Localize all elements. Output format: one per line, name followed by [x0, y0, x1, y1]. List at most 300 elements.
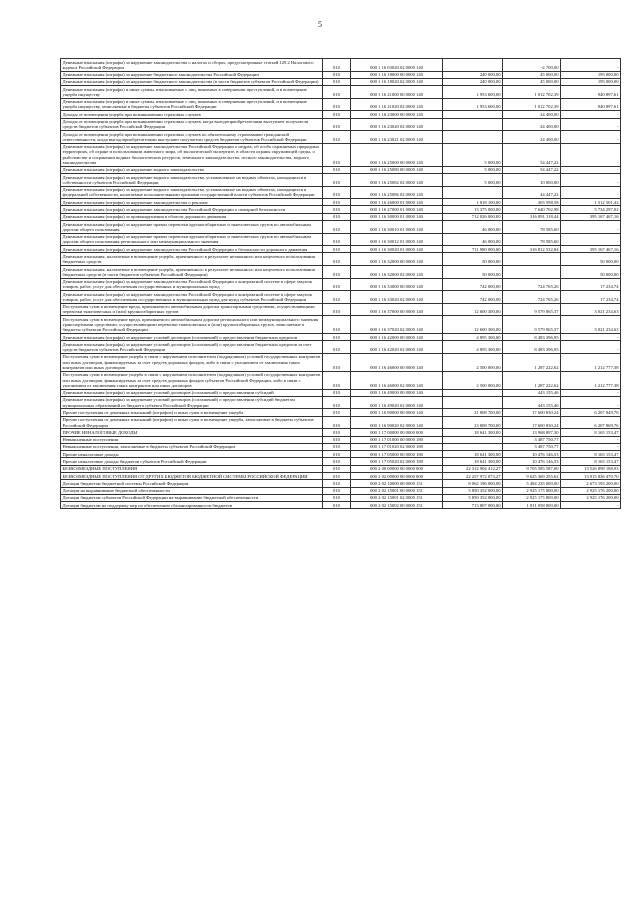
- row-approved-amount: [443, 118, 503, 131]
- row-executed-amount: 10 000,00: [503, 174, 561, 187]
- row-executed-amount: 45 000,00: [503, 78, 561, 85]
- row-unexecuted-amount: -: [561, 502, 621, 509]
- row-executed-amount: 8 483 396,95: [503, 334, 561, 341]
- row-executed-amount: 9 625 369 255,62: [503, 473, 561, 480]
- row-name: Доходы от возмещения ущерба при возникновении страховых случаев по обязательному страхованию гражданской ответственности, когда выгодоприобретателями выступают получатели средств бюджетов субъектов Российской Федерации: [61, 131, 323, 144]
- table-row: [61, 409, 621, 416]
- row-name: Денежные взыскания (штрафы) за правонарушения в области дорожного движения: [61, 213, 323, 220]
- table-row: [61, 143, 621, 166]
- row-admin-code: 010: [323, 409, 351, 416]
- row-name: Денежные взыскания (штрафы) за нарушение законодательства о налогах и сборах, предусмотренные статьей 129.2 Налогового кодекса Российской Федерации: [61, 59, 323, 72]
- table-row: [61, 174, 621, 187]
- row-classification-code: 000 1 16 49020 02 0000 140: [351, 396, 443, 409]
- row-admin-code: 010: [323, 371, 351, 389]
- row-executed-amount: 3 487 750,77: [503, 443, 561, 450]
- row-unexecuted-amount: -: [561, 166, 621, 173]
- row-name: Денежные взыскания (штрафы) и иные суммы, взыскиваемые с лиц, виновных в совершении преступлений, и в возмещение ущерба имуществу, зачисляемые в бюджеты субъектов Российской Федерации: [61, 98, 323, 111]
- row-unexecuted-amount: -: [561, 389, 621, 396]
- row-classification-code: 000 1 16 18020 02 0000 140: [351, 78, 443, 85]
- row-unexecuted-amount: -: [561, 443, 621, 450]
- budget-revenue-table: [60, 58, 621, 509]
- table-row: [61, 334, 621, 341]
- row-executed-amount: 17 600 830,24: [503, 416, 561, 429]
- row-approved-amount: 21 808 700,00: [443, 409, 503, 416]
- row-approved-amount: 13 375 000,00: [443, 206, 503, 213]
- row-classification-code: 000 1 17 01020 02 0000 180: [351, 443, 443, 450]
- row-admin-code: 010: [323, 253, 351, 266]
- row-unexecuted-amount: 13 915 836 470,70: [561, 473, 621, 480]
- row-executed-amount: 724 765,26: [503, 278, 561, 291]
- row-classification-code: 000 1 16 23000 00 0000 140: [351, 111, 443, 118]
- row-approved-amount: 5 850 352 000,00: [443, 494, 503, 501]
- row-admin-code: 010: [323, 233, 351, 246]
- row-executed-amount: 443 155,46: [503, 389, 561, 396]
- table-row: [61, 429, 621, 436]
- row-executed-amount: 78 585,60: [503, 221, 561, 234]
- row-classification-code: 000 2 02 15002 00 0000 151: [351, 502, 443, 509]
- row-name: БЕЗВОЗМЕЗДНЫЕ ПОСТУПЛЕНИЯ: [61, 465, 323, 472]
- row-approved-amount: 4 895 300,00: [443, 341, 503, 354]
- row-admin-code: 010: [323, 59, 351, 72]
- row-approved-amount: 2 500 000,00: [443, 371, 503, 389]
- row-approved-amount: 713 807 000,00: [443, 502, 503, 509]
- row-executed-amount: [503, 266, 561, 279]
- row-executed-amount: 8 483 396,95: [503, 341, 561, 354]
- row-unexecuted-amount: -: [561, 221, 621, 234]
- row-admin-code: 010: [323, 86, 351, 99]
- row-approved-amount: 22 312 904 412,27: [443, 465, 503, 472]
- row-classification-code: 000 1 16 25086 02 0000 140: [351, 186, 443, 199]
- row-name: Денежные взыскания (штрафы) за нарушение законодательства о рекламе: [61, 199, 323, 206]
- row-admin-code: 010: [323, 334, 351, 341]
- row-classification-code: 000 1 16 21020 02 0000 140: [351, 98, 443, 111]
- row-name: Денежные взыскания (штрафы) за нарушение условий договоров (соглашений) о предоставлении субсидий: [61, 389, 323, 396]
- row-classification-code: 000 1 16 49000 00 0000 140: [351, 389, 443, 396]
- row-approved-amount: [443, 389, 503, 396]
- table-row: [61, 451, 621, 458]
- row-executed-amount: 44 447,22: [503, 186, 561, 199]
- row-approved-amount: 12 600 300,00: [443, 303, 503, 316]
- row-approved-amount: [443, 131, 503, 144]
- row-unexecuted-amount: -: [561, 341, 621, 354]
- row-approved-amount: 711 980 000,00: [443, 246, 503, 253]
- row-unexecuted-amount: -: [561, 186, 621, 199]
- row-name: Денежные взыскания (штрафы) за нарушение законодательства Российской Федерации о контрактной системе в сфере закупок товаров, работ, услуг для обеспечения государственных и муниципальных нужд: [61, 278, 323, 291]
- row-admin-code: 010: [323, 341, 351, 354]
- row-approved-amount: [443, 396, 503, 409]
- row-unexecuted-amount: -: [561, 233, 621, 246]
- row-executed-amount: 1 287 222,62: [503, 371, 561, 389]
- row-unexecuted-amount: 8 165 153,47: [561, 429, 621, 436]
- row-admin-code: 010: [323, 111, 351, 118]
- table-row: [61, 303, 621, 316]
- row-classification-code: 000 1 16 25082 02 0000 140: [351, 174, 443, 187]
- table-row: [61, 494, 621, 501]
- row-admin-code: 010: [323, 278, 351, 291]
- table-row: [61, 266, 621, 279]
- row-unexecuted-amount: 195 000,00: [561, 71, 621, 78]
- row-admin-code: 010: [323, 353, 351, 371]
- row-name: Денежные взыскания (штрафы) за нарушение законодательства Российской Федерации о пожарной безопасности: [61, 206, 323, 213]
- row-classification-code: 000 1 17 01000 00 0000 180: [351, 436, 443, 443]
- table-row: [61, 480, 621, 487]
- row-unexecuted-amount: 5 734 297,02: [561, 206, 621, 213]
- table-row: [61, 458, 621, 465]
- table-row: [61, 396, 621, 409]
- row-admin-code: 010: [323, 443, 351, 450]
- row-name: Денежные взыскания (штрафы) за нарушение законодательства Российской Федерации о безопасности дорожного движения: [61, 246, 323, 253]
- row-classification-code: 000 1 16 90000 00 0000 140: [351, 409, 443, 416]
- row-unexecuted-amount: -: [561, 118, 621, 131]
- row-admin-code: 010: [323, 465, 351, 472]
- table-row: [61, 389, 621, 396]
- row-name: Денежные взыскания (штрафы) за нарушение законодательства Российской Федерации о контрактной системе в сфере закупок товаров, работ, услуг для обеспечения государственных и муниципальных нужд для нужд субъектов Российской Федерации: [61, 291, 323, 304]
- row-unexecuted-amount: 940 897,61: [561, 98, 621, 111]
- row-admin-code: 010: [323, 78, 351, 85]
- row-classification-code: 000 1 17 05000 00 0000 180: [351, 451, 443, 458]
- row-admin-code: 010: [323, 213, 351, 220]
- row-unexecuted-amount: -: [561, 396, 621, 409]
- row-admin-code: 010: [323, 131, 351, 144]
- row-classification-code: 000 1 16 37000 00 0000 140: [351, 303, 443, 316]
- table-row: [61, 353, 621, 371]
- row-approved-amount: 1 953 600,00: [443, 98, 503, 111]
- table-row: [61, 71, 621, 78]
- row-name: Денежные взыскания (штрафы) за нарушение водного законодательства, установленное на водных объектах, находящихся в федеральной собственности, налагаемые исполнительными органами государственной власти субъектов Российской Федерации: [61, 186, 323, 199]
- row-approved-amount: [443, 186, 503, 199]
- row-admin-code: 010: [323, 98, 351, 111]
- row-name: Денежные взыскания (штрафы) за нарушение водного законодательства: [61, 166, 323, 173]
- row-executed-amount: 9 579 065,37: [503, 316, 561, 334]
- table-row: [61, 86, 621, 99]
- row-name: Денежные взыскания (штрафы) за нарушение правил перевозки крупногабаритных и тяжеловесных грузов по автомобильным дорогам общего пользования регионального или межмуниципального значения: [61, 233, 323, 246]
- row-approved-amount: 46 000,00: [443, 233, 503, 246]
- table-row: [61, 416, 621, 429]
- row-classification-code: 000 1 16 30010 01 0000 140: [351, 221, 443, 234]
- row-approved-amount: 5 000,00: [443, 143, 503, 166]
- row-unexecuted-amount: 1 212 777,38: [561, 371, 621, 389]
- table-row: [61, 221, 621, 234]
- row-executed-amount: 10 476 146,53: [503, 458, 561, 465]
- row-admin-code: 010: [323, 429, 351, 436]
- row-executed-amount: 24 400,00: [503, 111, 561, 118]
- row-executed-amount: [503, 253, 561, 266]
- row-name: Невыясненные поступления, зачисляемые в бюджеты субъектов Российской Федерации: [61, 443, 323, 450]
- table-row: [61, 246, 621, 253]
- row-executed-amount: 1 811 058 000,00: [503, 502, 561, 509]
- row-name: БЕЗВОЗМЕЗДНЫЕ ПОСТУПЛЕНИЯ ОТ ДРУГИХ БЮДЖЕТОВ БЮДЖЕТНОЙ СИСТЕМЫ РОССИЙСКОЙ ФЕДЕРАЦИИ: [61, 473, 323, 480]
- row-admin-code: 010: [323, 206, 351, 213]
- row-name: Дотации бюджетам бюджетной системы Российской Федерации: [61, 480, 323, 487]
- row-classification-code: 000 1 16 37020 02 0000 140: [351, 316, 443, 334]
- row-unexecuted-amount: -: [561, 334, 621, 341]
- row-admin-code: 010: [323, 303, 351, 316]
- row-executed-amount: -2 700,00: [503, 59, 561, 72]
- row-unexecuted-amount: 3 021 234,63: [561, 303, 621, 316]
- table-row: [61, 206, 621, 213]
- row-approved-amount: 240 000,00: [443, 78, 503, 85]
- row-unexecuted-amount: 13 526 898 188,93: [561, 465, 621, 472]
- row-classification-code: 000 1 16 42000 00 0000 140: [351, 334, 443, 341]
- row-admin-code: 010: [323, 266, 351, 279]
- row-admin-code: 010: [323, 502, 351, 509]
- row-admin-code: 010: [323, 166, 351, 173]
- row-name: Доходы от возмещения ущерба при возникновении страховых случаев: [61, 111, 323, 118]
- row-admin-code: 010: [323, 494, 351, 501]
- row-classification-code: 000 1 16 90020 02 0000 140: [351, 416, 443, 429]
- row-name: Невыясненные поступления: [61, 436, 323, 443]
- row-executed-amount: 724 765,26: [503, 291, 561, 304]
- row-unexecuted-amount: 1 512 501,42: [561, 199, 621, 206]
- row-classification-code: 000 1 16 42020 02 0000 140: [351, 341, 443, 354]
- table-row: [61, 233, 621, 246]
- table-row: [61, 465, 621, 472]
- row-executed-amount: 24 400,00: [503, 118, 561, 131]
- row-unexecuted-amount: -: [561, 174, 621, 187]
- row-executed-amount: 17 600 830,24: [503, 409, 561, 416]
- row-executed-amount: 443 155,46: [503, 396, 561, 409]
- row-approved-amount: 50 000,00: [443, 266, 503, 279]
- row-name: Денежные взыскания (штрафы) за нарушение условий договоров (соглашений) о предоставлении бюджетных кредитов за счет средств бюджетов субъектов Российской Федерации: [61, 341, 323, 354]
- row-classification-code: 000 1 16 25000 00 0000 140: [351, 143, 443, 166]
- row-approved-amount: 22 257 972 073,27: [443, 473, 503, 480]
- row-executed-amount: 54 447,22: [503, 166, 561, 173]
- row-approved-amount: 46 000,00: [443, 221, 503, 234]
- row-name: Денежные взыскания, налагаемые в возмещение ущерба, причиненного в результате незаконного или нецелевого использования бюджетных средств (в части бюджетов субъектов Российской Федерации): [61, 266, 323, 279]
- row-unexecuted-amount: -: [561, 131, 621, 144]
- row-name: Прочие неналоговые доходы: [61, 451, 323, 458]
- row-approved-amount: 8 062 196 000,00: [443, 480, 503, 487]
- table-body: [61, 59, 621, 509]
- row-classification-code: 000 2 00 00000 00 0000 000: [351, 465, 443, 472]
- row-approved-amount: 5 850 352 000,00: [443, 487, 503, 494]
- row-classification-code: 000 1 16 25080 00 0000 140: [351, 166, 443, 173]
- row-unexecuted-amount: 8 165 153,47: [561, 451, 621, 458]
- row-name: Доходы от возмещения ущерба при возникновении страховых случаев, когда выгодоприобретателями выступают получатели средств бюджетов субъектов Российской Федерации: [61, 118, 323, 131]
- row-admin-code: 010: [323, 436, 351, 443]
- row-classification-code: 000 1 16 21000 00 0000 140: [351, 86, 443, 99]
- row-classification-code: 000 1 16 33020 02 0000 140: [351, 291, 443, 304]
- row-executed-amount: 7 640 702,98: [503, 206, 561, 213]
- row-approved-amount: 712 026 000,00: [443, 213, 503, 220]
- row-admin-code: 010: [323, 396, 351, 409]
- row-name: Денежные взыскания (штрафы) за нарушение законодательства Российской Федерации о недрах, об особо охраняемых природных территориях, об охране и использовании животного мира, об экологической экспертизе, в области охраны окружающей среды, о рыболовстве и сохранении водных биологических ресурсов, земельного законодательства, лесного законодательства, водного законодательства: [61, 143, 323, 166]
- row-name: Дотации на выравнивание бюджетной обеспеченности: [61, 487, 323, 494]
- row-executed-amount: 5 484 235 000,00: [503, 480, 561, 487]
- row-name: Прочие поступления от денежных взысканий (штрафов) и иных сумм в возмещение ущерба, зачисляемые в бюджеты субъектов Российской Федерации: [61, 416, 323, 429]
- row-approved-amount: 4 895 300,00: [443, 334, 503, 341]
- row-classification-code: 000 1 16 18000 00 0000 140: [351, 71, 443, 78]
- row-classification-code: 000 2 02 15001 00 0000 151: [351, 487, 443, 494]
- row-approved-amount: 240 000,00: [443, 71, 503, 78]
- row-unexecuted-amount: 940 897,61: [561, 86, 621, 99]
- row-admin-code: 010: [323, 458, 351, 465]
- row-admin-code: 010: [323, 416, 351, 429]
- row-unexecuted-amount: 2 925 176 200,00: [561, 494, 621, 501]
- row-executed-amount: 54 447,22: [503, 143, 561, 166]
- row-approved-amount: [443, 59, 503, 72]
- row-approved-amount: 23 808 700,00: [443, 416, 503, 429]
- row-admin-code: 010: [323, 186, 351, 199]
- row-unexecuted-amount: 395 167 467,16: [561, 213, 621, 220]
- row-name: Денежные взыскания, налагаемые в возмещение ущерба, причиненного в результате незаконного или нецелевого использования бюджетных средств: [61, 253, 323, 266]
- row-name: Денежные взыскания (штрафы) за нарушение правил перевозки крупногабаритных и тяжеловесных грузов по автомобильным дорогам общего пользования: [61, 221, 323, 234]
- row-classification-code: 000 1 16 23020 02 0000 140: [351, 118, 443, 131]
- row-executed-amount: 9 579 065,37: [503, 303, 561, 316]
- row-executed-amount: 9 705 585 587,00: [503, 465, 561, 472]
- row-executed-amount: 316 891 118,44: [503, 213, 561, 220]
- row-approved-amount: 2 500 000,00: [443, 353, 503, 371]
- row-unexecuted-amount: 6 207 849,76: [561, 409, 621, 416]
- row-classification-code: 000 1 16 32000 00 0000 140: [351, 253, 443, 266]
- page-number: 5: [318, 20, 322, 29]
- row-executed-amount: 305 598,58: [503, 199, 561, 206]
- row-admin-code: 010: [323, 487, 351, 494]
- table-row: [61, 291, 621, 304]
- row-executed-amount: 1 287 222,62: [503, 353, 561, 371]
- row-approved-amount: [443, 436, 503, 443]
- row-classification-code: 000 1 16 26000 01 0000 140: [351, 199, 443, 206]
- row-executed-amount: 316 812 532,84: [503, 246, 561, 253]
- row-unexecuted-amount: 17 234,74: [561, 291, 621, 304]
- table-row: [61, 199, 621, 206]
- row-classification-code: 000 1 16 30020 01 0000 140: [351, 246, 443, 253]
- table-row: [61, 436, 621, 443]
- row-classification-code: 000 1 16 03020 02 0000 140: [351, 59, 443, 72]
- table-row: [61, 371, 621, 389]
- row-classification-code: 000 1 16 23021 02 0000 140: [351, 131, 443, 144]
- row-executed-amount: 78 585,60: [503, 233, 561, 246]
- row-unexecuted-amount: -: [561, 436, 621, 443]
- table-row: [61, 186, 621, 199]
- row-unexecuted-amount: 17 234,74: [561, 278, 621, 291]
- table-row: [61, 253, 621, 266]
- table-row: [61, 131, 621, 144]
- row-classification-code: 000 2 02 15001 02 0000 151: [351, 494, 443, 501]
- row-name: Денежные взыскания (штрафы) за нарушение бюджетного законодательства (в части бюджетов субъектов Российской Федерации): [61, 78, 323, 85]
- row-name: ПРОЧИЕ НЕНАЛОГОВЫЕ ДОХОДЫ: [61, 429, 323, 436]
- table-row: [61, 213, 621, 220]
- row-name: Денежные взыскания (штрафы) за нарушение водного законодательства, установленное на водных объектах, находящихся в собственности субъектов Российской Федерации: [61, 174, 323, 187]
- row-name: Дотации бюджетам субъектов Российской Федерации на выравнивание бюджетной обеспеченности: [61, 494, 323, 501]
- row-executed-amount: 3 487 750,77: [503, 436, 561, 443]
- row-admin-code: 010: [323, 199, 351, 206]
- table-row: [61, 278, 621, 291]
- row-name: Денежные взыскания (штрафы) за нарушение условий договоров (соглашений) о предоставлении субсидий бюджетам муниципальных образований из бюджета субъекта Российской Федерации: [61, 396, 323, 409]
- row-approved-amount: 742 000,00: [443, 291, 503, 304]
- row-executed-amount: 1 012 702,39: [503, 86, 561, 99]
- table-row: [61, 316, 621, 334]
- row-admin-code: 010: [323, 291, 351, 304]
- row-name: Денежные взыскания (штрафы) за нарушение условий договоров (соглашений) о предоставлении бюджетных кредитов: [61, 334, 323, 341]
- row-admin-code: 010: [323, 221, 351, 234]
- row-admin-code: 010: [323, 71, 351, 78]
- row-unexecuted-amount: 6 207 869,76: [561, 416, 621, 429]
- row-approved-amount: 18 641 300,00: [443, 458, 503, 465]
- row-name: Поступления сумм в возмещение вреда, причиняемого автомобильным дорогам транспортными средствами, осуществляющими перевозки тяжеловесных и (или) крупногабаритных грузов: [61, 303, 323, 316]
- row-classification-code: 000 1 17 05020 02 0000 180: [351, 458, 443, 465]
- row-classification-code: 000 1 16 30012 01 0000 140: [351, 233, 443, 246]
- row-executed-amount: 2 925 175 800,00: [503, 494, 561, 501]
- table-row: [61, 98, 621, 111]
- row-executed-amount: 24 400,00: [503, 131, 561, 144]
- row-admin-code: 010: [323, 389, 351, 396]
- table-row: [61, 166, 621, 173]
- table-row: [61, 78, 621, 85]
- row-approved-amount: 1 818 100,00: [443, 199, 503, 206]
- row-classification-code: 000 1 16 30000 01 0000 140: [351, 213, 443, 220]
- row-admin-code: 010: [323, 143, 351, 166]
- row-executed-amount: 1 012 702,39: [503, 98, 561, 111]
- row-unexecuted-amount: -: [561, 59, 621, 72]
- row-approved-amount: 18 641 300,00: [443, 429, 503, 436]
- row-classification-code: 000 2 02 00000 00 0000 000: [351, 473, 443, 480]
- row-executed-amount: 2 925 175 800,00: [503, 487, 561, 494]
- row-unexecuted-amount: 395 167 467,16: [561, 246, 621, 253]
- table-row: [61, 111, 621, 118]
- row-unexecuted-amount: 2 925 176 200,00: [561, 487, 621, 494]
- row-admin-code: 010: [323, 480, 351, 487]
- row-classification-code: 000 1 16 46000 00 0000 140: [351, 353, 443, 371]
- row-unexecuted-amount: 2 673 193 200,00: [561, 480, 621, 487]
- row-executed-amount: 13 968 897,30: [503, 429, 561, 436]
- table-row: [61, 487, 621, 494]
- row-unexecuted-amount: 50 000,00: [561, 253, 621, 266]
- row-unexecuted-amount: 3 021 234,63: [561, 316, 621, 334]
- row-unexecuted-amount: 1 212 777,38: [561, 353, 621, 371]
- row-classification-code: 000 1 16 46000 02 0000 140: [351, 371, 443, 389]
- row-name: Поступления сумм в возмещение вреда, причиняемого автомобильным дорогам регионального или межмуниципального значения транспортными средствами, осуществляющими перевозки тяжеловесных и (или) крупногабаритных грузов, зачисляемые в бюджеты субъектов Российской Федерации: [61, 316, 323, 334]
- table-row: [61, 59, 621, 72]
- row-classification-code: 000 1 17 00000 00 0000 000: [351, 429, 443, 436]
- row-approved-amount: 12 600 300,00: [443, 316, 503, 334]
- row-approved-amount: 742 000,00: [443, 278, 503, 291]
- row-admin-code: 010: [323, 174, 351, 187]
- row-executed-amount: 10 476 146,53: [503, 451, 561, 458]
- row-name: Прочие неналоговые доходы бюджетов субъектов Российской Федерации: [61, 458, 323, 465]
- row-approved-amount: 5 000,00: [443, 166, 503, 173]
- row-admin-code: 010: [323, 246, 351, 253]
- row-unexecuted-amount: 195 000,00: [561, 78, 621, 85]
- row-approved-amount: [443, 443, 503, 450]
- row-name: Денежные взыскания (штрафы) и иные суммы, взыскиваемые с лиц, виновных в совершении преступлений, и в возмещение ущерба имуществу: [61, 86, 323, 99]
- row-approved-amount: 18 641 300,00: [443, 451, 503, 458]
- table-row: [61, 502, 621, 509]
- row-name: Дотации бюджетам на поддержку мер по обеспечению сбалансированности бюджетов: [61, 502, 323, 509]
- row-approved-amount: 1 953 600,00: [443, 86, 503, 99]
- table-row: [61, 473, 621, 480]
- row-executed-amount: 45 000,00: [503, 71, 561, 78]
- row-unexecuted-amount: 50 000,00: [561, 266, 621, 279]
- row-admin-code: 010: [323, 451, 351, 458]
- row-approved-amount: 50 000,00: [443, 253, 503, 266]
- row-admin-code: 010: [323, 473, 351, 480]
- row-name: Поступления сумм в возмещение ущерба в связи с нарушением исполнителем (подрядчиком) условий государственных контрактов или иных договоров, финансируемых за счет средств дорожных фондов, либо в связи с уклонением от заключения таких контрактов или иных договоров: [61, 353, 323, 371]
- row-unexecuted-amount: -: [561, 111, 621, 118]
- row-classification-code: 000 1 16 33000 00 0000 140: [351, 278, 443, 291]
- row-name: Поступления сумм в возмещение ущерба в связи с нарушением исполнителем (подрядчиком) условий государственных контрактов или иных договоров, финансируемых за счет средств дорожных фондов субъектов Российской Федерации, либо в связи с уклонением от заключения таких контрактов или иных договоров: [61, 371, 323, 389]
- row-classification-code: 000 1 16 27000 01 0000 140: [351, 206, 443, 213]
- table-row: [61, 341, 621, 354]
- row-unexecuted-amount: 8 165 153,47: [561, 458, 621, 465]
- row-unexecuted-amount: -: [561, 143, 621, 166]
- table-row: [61, 118, 621, 131]
- row-name: Прочие поступления от денежных взысканий (штрафов) и иных сумм в возмещение ущерба: [61, 409, 323, 416]
- row-admin-code: 010: [323, 118, 351, 131]
- row-classification-code: 000 2 02 10000 00 0000 151: [351, 480, 443, 487]
- row-admin-code: 010: [323, 316, 351, 334]
- row-approved-amount: [443, 111, 503, 118]
